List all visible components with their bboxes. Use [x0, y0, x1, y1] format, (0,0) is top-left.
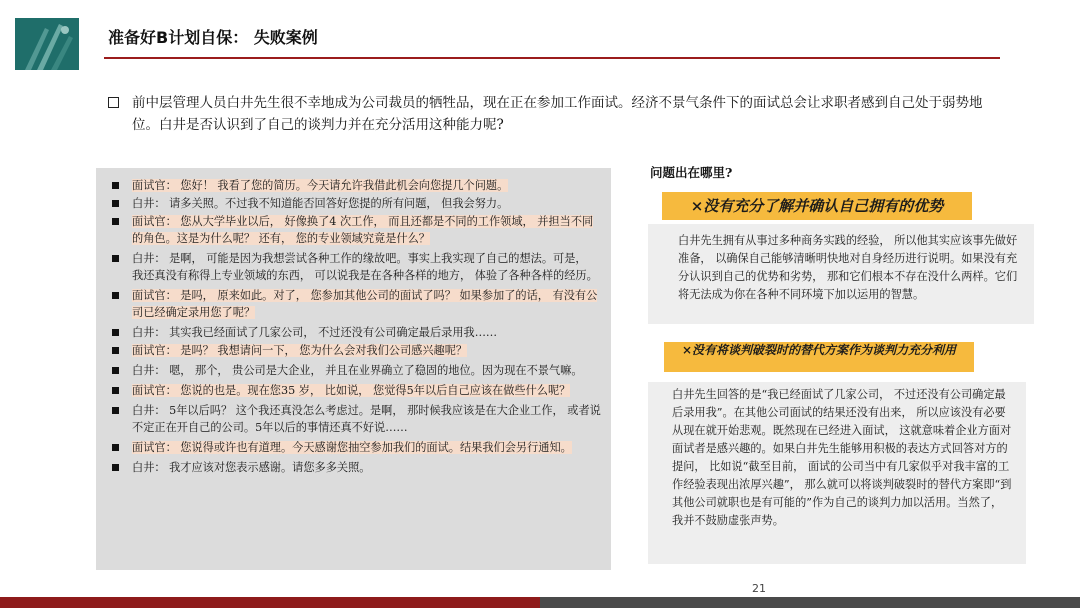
- dialog-line-interviewer: 面试官： 是吗？ 我想请问一下， 您为什么会对我们公司感兴趣呢？: [106, 342, 601, 359]
- bullet-icon: [112, 444, 119, 451]
- bullet-icon: [112, 200, 119, 207]
- bullet-icon: [112, 347, 119, 354]
- dialog-line-interviewer: 面试官： 您从大学毕业以后， 好像换了4 次工作， 而且还都是不同的工作领域， 并担当不同的角色。这是为什么呢？ 还有， 您的专业领域究竟是什么？: [106, 213, 601, 247]
- dialog-line-shirai: 白井： 我才应该对您表示感谢。请您多多关照。: [106, 459, 601, 476]
- bullet-icon: [112, 218, 119, 225]
- bullet-icon: [112, 387, 119, 394]
- point-explanation-batna: 白井先生回答的是“我已经面试了几家公司， 不过还没有公司确定最后录用我”。在其他公司面试的结果还没有出来， 所以应该没有必要从现在就开始悲观。既然现在已经进入面试， 这就意味着企业方面对面试者是感兴趣的。如果白井先生能够用积极的表达方式回答对方的提问， 比如说“截至目前， 面试的公司当中有几家似乎对我丰富的工作经验表现出浓厚兴趣”， 那么就可以将谈判破裂时的替代方案即“到其他公司就职也是有可能的”作为自己的谈判力加以活用。当然了， 我并不鼓励虚张声势。: [648, 382, 1026, 564]
- square-bullet-icon: [108, 97, 119, 108]
- intro-text: 前中层管理人员白井先生很不幸地成为公司裁员的牺牲品，现在正在参加工作面试。经济不景气条件下的面试总会让求职者感到自己处于弱势地位。白井是否认识到了自己的谈判力并在充分活用这种能力呢?: [132, 95, 983, 133]
- teal-logo-icon: [15, 18, 79, 70]
- bullet-icon: [112, 292, 119, 299]
- bullet-icon: [112, 407, 119, 414]
- point-explanation-strengths: 白井先生拥有从事过多种商务实践的经验， 所以他其实应该事先做好准备， 以确保自己能够清晰明快地对自身经历进行说明。如果没有充分认识到自己的优势和劣势， 那和它们根本不存在没什么两样。它们将无法成为你在各种不同环境下加以运用的智慧。: [648, 224, 1034, 324]
- bullet-icon: [112, 255, 119, 262]
- bullet-icon: [112, 367, 119, 374]
- dialog-line-interviewer: 面试官： 是吗， 原来如此。对了， 您参加其他公司的面试了吗？ 如果参加了的话， 有没有公司已经确定录用您了呢？: [106, 287, 601, 321]
- interview-dialog: [96, 168, 611, 570]
- bullet-icon: [112, 329, 119, 336]
- dialog-line-interviewer: 面试官： 您说的也是。现在您35 岁， 比如说， 您觉得5年以后自己应该在做些什么呢？: [106, 382, 601, 399]
- title-divider: [104, 57, 1000, 59]
- dialog-line-shirai: 白井： 嗯， 那个， 贵公司是大企业， 并且在业界确立了稳固的地位。因为现在不景气嘛。: [106, 362, 601, 379]
- point-tag-batna: ×没有将谈判破裂时的替代方案作为谈判力充分利用: [664, 342, 974, 372]
- dialog-line-interviewer: 面试官： 您好！ 我看了您的简历。今天请允许我借此机会向您提几个问题。: [106, 177, 601, 194]
- page-title: 准备好B计划自保： 失败案例: [108, 28, 318, 47]
- dialog-line-interviewer: 面试官： 您说得或许也有道理。今天感谢您抽空参加我们的面试。结果我们会另行通知。: [106, 439, 601, 456]
- intro-paragraph: [108, 92, 1008, 136]
- page-number: 21: [752, 582, 766, 595]
- footer-bar-red: [0, 597, 540, 608]
- point-tag-strengths: ×没有充分了解并确认自己拥有的优势: [662, 192, 972, 220]
- bullet-icon: [112, 182, 119, 189]
- dialog-line-shirai: 白井： 是啊， 可能是因为我想尝试各种工作的缘故吧。事实上我实现了自己的想法。可是， 我还真没有称得上专业领域的东西， 可以说我是在各种各样的地方， 体验了各种各样的经历。: [106, 250, 601, 284]
- bullet-icon: [112, 464, 119, 471]
- dialog-line-shirai: 白井： 5年以后吗？ 这个我还真没怎么考虑过。是啊， 那时候我应该是在大企业工作， 或者说不定正在开自己的公司。5年以后的事情还真不好说……: [106, 402, 601, 436]
- dialog-line-shirai: 白井： 请多关照。不过我不知道能否回答好您提的所有问题， 但我会努力。: [106, 195, 601, 212]
- dialog-line-shirai: 白井： 其实我已经面试了几家公司， 不过还没有公司确定最后录用我……: [106, 324, 601, 341]
- problem-heading: 问题出在哪里?: [650, 165, 733, 180]
- footer-bar-grey: [540, 597, 1080, 608]
